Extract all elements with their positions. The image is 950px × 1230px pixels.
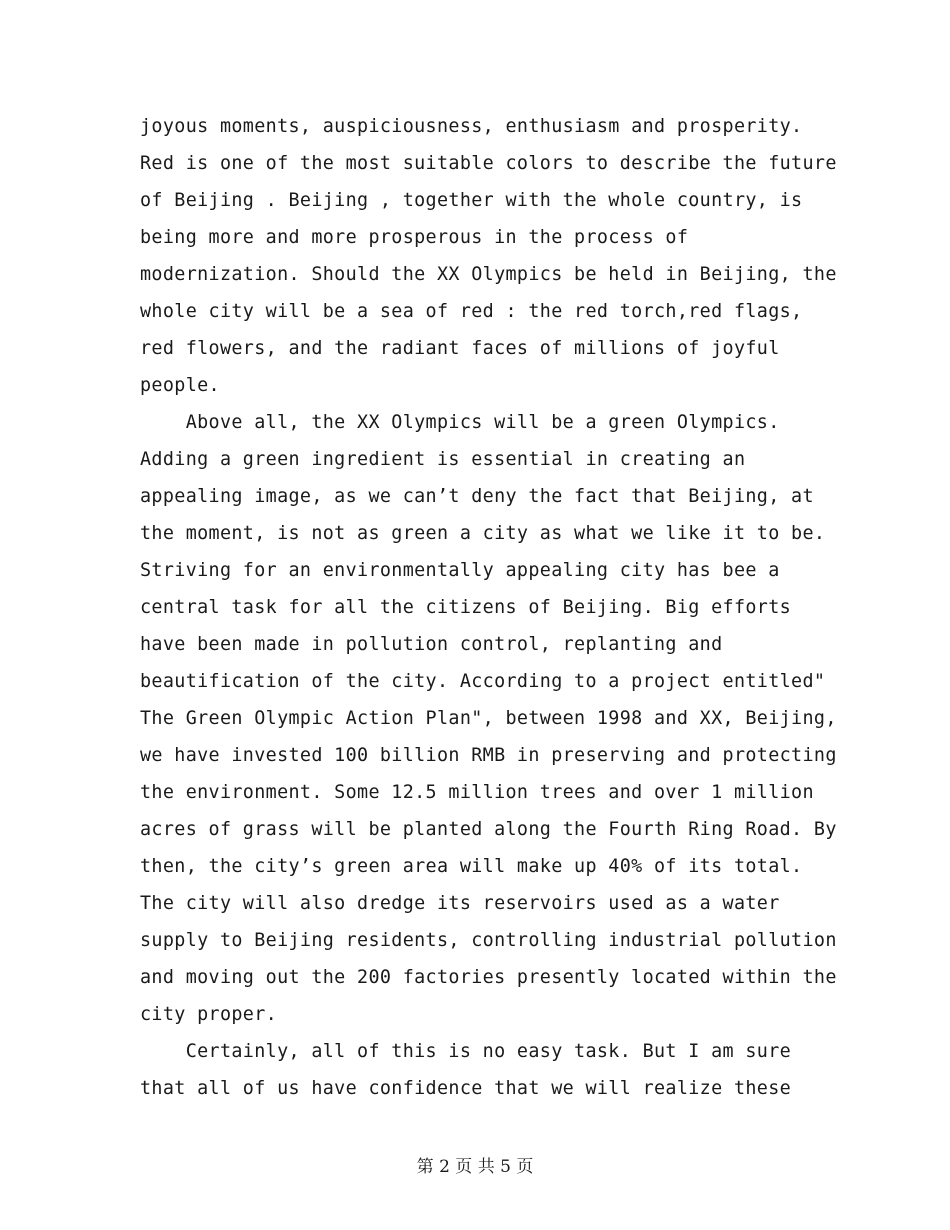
- text-line: Striving for an environmentally appealing city has bee a: [140, 560, 780, 581]
- text-line: the moment, is not as green a city as what we like it to be.: [140, 523, 826, 544]
- text-line: Adding a green ingredient is essential in creating an: [140, 449, 746, 470]
- text-line: Red is one of the most suitable colors to describe the future: [140, 153, 837, 174]
- text-line: that all of us have confidence that we will realize these: [140, 1078, 792, 1099]
- text-line: being more and more prosperous in the process of: [140, 227, 689, 248]
- text-line: supply to Beijing residents, controlling industrial pollution: [140, 930, 837, 951]
- text-line: of Beijing . Beijing , together with the whole country, is: [140, 190, 803, 211]
- text-line: the environment. Some 12.5 million trees and over 1 million: [140, 782, 814, 803]
- text-line: appealing image, as we can’t deny the fact that Beijing, at: [140, 486, 814, 507]
- text-line: have been made in pollution control, replanting and: [140, 634, 723, 655]
- text-line: beautification of the city. According to a project entitled": [140, 671, 826, 692]
- text-line: central task for all the citizens of Beijing. Big efforts: [140, 597, 792, 618]
- text-line: then, the city’s green area will make up 40% of its total.: [140, 856, 803, 877]
- text-line: The city will also dredge its reservoirs used as a water: [140, 893, 780, 914]
- text-line: whole city will be a sea of red : the red torch,red flags,: [140, 301, 803, 322]
- text-line: we have invested 100 billion RMB in preserving and protecting: [140, 745, 837, 766]
- text-line: city proper.: [140, 1004, 278, 1025]
- text-line: acres of grass will be planted along the Fourth Ring Road. By: [140, 819, 837, 840]
- page-number-footer: 第 2 页 共 5 页: [416, 1157, 534, 1177]
- text-line: and moving out the 200 factories presently located within the: [140, 967, 837, 988]
- text-line: The Green Olympic Action Plan", between 1998 and XX, Beijing,: [140, 708, 837, 729]
- text-line: Certainly, all of this is no easy task. But I am sure: [140, 1041, 792, 1062]
- text-line: red flowers, and the radiant faces of millions of joyful: [140, 338, 780, 359]
- text-line: people.: [140, 375, 220, 396]
- text-line: Above all, the XX Olympics will be a green Olympics.: [140, 412, 780, 433]
- text-line: joyous moments, auspiciousness, enthusiasm and prosperity.: [140, 116, 803, 137]
- text-line: modernization. Should the XX Olympics be held in Beijing, the: [140, 264, 837, 285]
- body-text: [140, 108, 837, 1107]
